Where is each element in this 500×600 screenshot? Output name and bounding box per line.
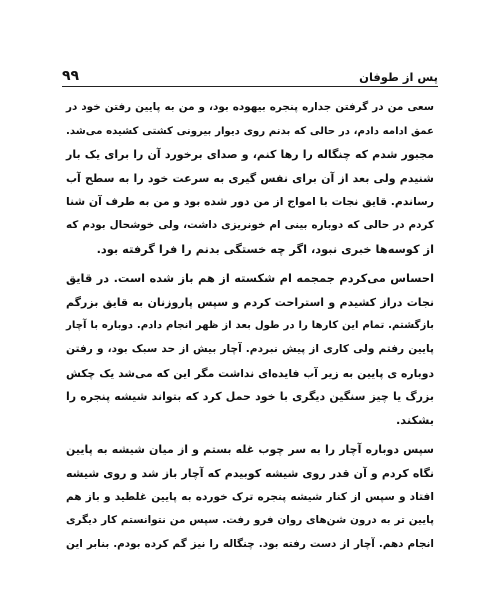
body-text [66, 96, 434, 556]
text-line: بازگشتم. تمام این کارها را در طول بعد از ظهر انجام دادم. دوباره با آچار [66, 320, 434, 332]
text-line: بزرگ یا چیز سنگین دیگری با خود حمل کرد که بتواند شیشه پنجره را [66, 390, 434, 404]
paragraph [66, 96, 434, 261]
header-rule [62, 86, 438, 87]
text-line: انجام دهم. آچار از دست رفته بود. چنگاله را نیز گم کرده بودم. بنابر این [66, 537, 434, 550]
text-line: دوباره ی پایین به زیر آب فایده‌ای نداشت مگر این که می‌شد یک چکش [66, 366, 434, 380]
text-line: کردم در حالی که دوباره بینی ام خونریزی داشت، ولی خوشحال بودم که [66, 218, 434, 231]
text-line: از کوسه‌ها خبری نبود، اگر چه خستگی بدنم را فرا گرفته بود. [96, 241, 434, 256]
text-line: نجات دراز کشیدم و استراحت کردم و سپس پاروزنان به قایق بزرگم [66, 295, 434, 309]
text-line: پایین تر به درون شن‌های روان فرو رفت. سپس من نتوانستم کار دیگری [66, 514, 434, 527]
page-number: ۹۹ [62, 68, 80, 84]
text-line: شنیدم ولی بعد از آن برای نفس گیری به سرعت خود را به سطح آب [66, 171, 434, 185]
text-line: احساس می‌کردم جمجمه ام شکسته از هم باز شده است. در قایق [66, 271, 434, 286]
text-line: افتاد و سپس از کنار شیشه پنجره ترک خورده به پایین غلطید و باز هم [66, 490, 434, 503]
paragraph [66, 438, 434, 556]
paragraph [66, 267, 434, 432]
text-line: مجبور شدم که چنگاله را رها کنم، و صدای برخورد آن را برای یک بار [66, 148, 434, 162]
page-header [62, 58, 438, 84]
text-line: رساندم. قایق نجات با امواج از من دور شده بود و من به طرف آن شنا [66, 195, 434, 209]
text-line: پایین رفتم ولی کاری از پیش نبردم. آچار بیش از حد سبک بود، و رفتن [66, 342, 434, 355]
running-title: پس از طوفان [359, 70, 438, 84]
text-line: نگاه کردم و آن قدر روی شیشه کوبیدم که آچار باز شد و روی شیشه [66, 466, 434, 480]
text-line: عمق ادامه دادم، در حالی که بدنم روی دیوار بیرونی کشتی کشیده می‌شد. [66, 125, 434, 137]
text-line: سعی من در گرفتن جداره پنجره بیهوده بود، و من به پایین رفتن خود در [66, 101, 434, 113]
text-line: سپس دوباره آچار را به سر چوب غله بستم و از میان شیشه به پایین [66, 443, 434, 457]
text-line: بشکند. [395, 412, 434, 427]
